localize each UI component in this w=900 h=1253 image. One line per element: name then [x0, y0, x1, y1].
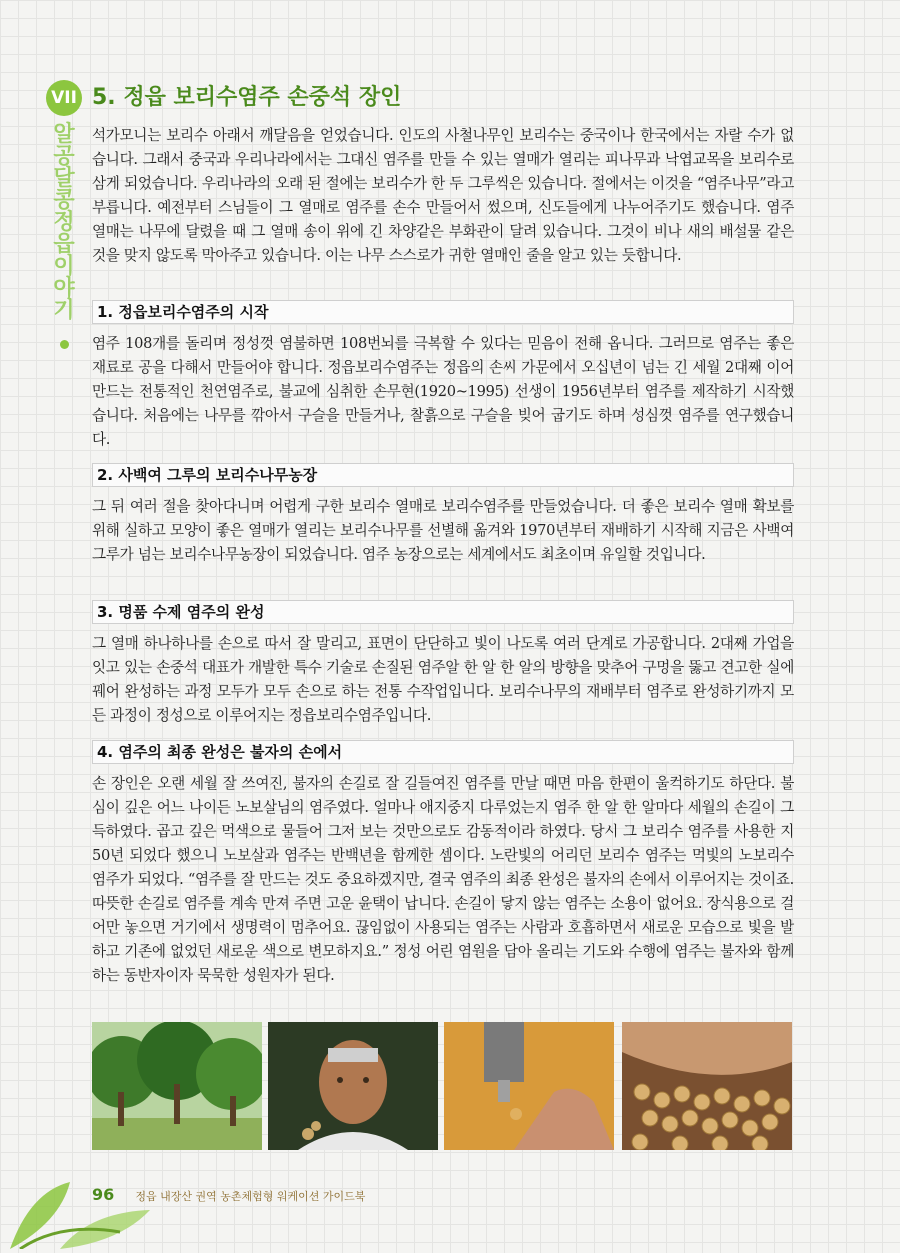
artisan-portrait-photo	[268, 1022, 438, 1150]
bodhi-beads-photo	[622, 1022, 792, 1150]
page-title: 5. 정읍 보리수염주 손중석 장인	[92, 85, 402, 110]
section-heading: 2. 사백여 그루의 보리수나무농장	[92, 463, 794, 487]
section-body: 손 장인은 오랜 세월 잘 쓰여진, 불자의 손길로 잘 길들여진 염주를 만날 때면 마음 한편이 울컥하기도 하단다. 불심이 깊은 어느 나이든 노보살님의 염주였다. 얼마나 애지중지 다루었는지 염주 한 알 한 알마다 세월의 손길이 그득하였다. 곱고 깊은 먹색으로 물들어 그저 보는 것만으로도 감동적이라 하였다. 당시 그 보리수 염주를 사용한 지 50년 되었다 했으니 노보살과 염주는 반백년을 함께한 셈이다. 노란빛의 어리던 보리수 염주는 먹빛의 노보리수 염주가 되었다. “염주를 잘 만드는 것도 중요하겠지만, 결국 염주의 최종 완성은 불자의 손에서 이루어지는 것이죠. 따뜻한 손길로 염주를 계속 만져 주면 고운 윤택이 납니다. 손길이 닿지 않는 염주는 소용이 없어요. 장식용으로 걸어만 놓으면 거기에서 생명력이 멈추어요. 끊임없이 사용되는 염주는 사람과 호흡하면서 새로운 모습으로 빛을 발하고 기존에 없었던 새로운 색으로 변모하지요.” 정성 어린 염원을 담아 올리는 기도와 수행에 염주는 불자와 함께하는 동반자이자 묵묵한 성원자가 된다.	[92, 775, 794, 984]
section-heading: 4. 염주의 최종 완성은 불자의 손에서	[92, 740, 794, 764]
side-label: 알공달콩 정읍 이야기	[53, 122, 75, 323]
intro-block	[92, 124, 794, 268]
page-footer	[92, 1185, 365, 1204]
section-body: 염주 108개를 돌리며 정성껏 염불하면 108번뇌를 극복할 수 있다는 믿음이 전해 옵니다. 그러므로 염주는 좋은 재료로 공을 다해서 만들어야 합니다. 정읍보리수염주는 정읍의 손씨 가문에서 오십년이 넘는 긴 세월 2대째 이어 만드는 전통적인 천연염주로, 불교에 심취한 손무현(1920~1995) 선생이 1956년부터 염주를 제작하기 시작했습니다. 처음에는 나무를 깎아서 구슬을 만들거나, 찰흙으로 구슬을 빚어 굽기도 하며 성심껏 염주를 연구했습니다.	[92, 335, 794, 448]
photo-strip	[92, 1022, 792, 1150]
section-3	[92, 600, 794, 728]
section-body: 그 뒤 여러 절을 찾아다니며 어렵게 구한 보리수 열매로 보리수염주를 만들었습니다. 더 좋은 보리수 열매 확보를 위해 실하고 모양이 좋은 열매가 열리는 보리수나무를 선별해 옮겨와 1970년부터 재배하기 시작해 지금은 사백여 그루가 넘는 보리수나무농장이 되었습니다. 염주 농장으로는 세계에서도 최초이며 유일할 것입니다.	[92, 498, 794, 563]
section-heading: 1. 정읍보리수염주의 시작	[92, 300, 794, 324]
section-2	[92, 463, 794, 567]
section-4	[92, 740, 794, 988]
book-title: 정읍 내장산 권역 농촌체험형 워케이션 가이드북	[135, 1190, 366, 1203]
section-1	[92, 300, 794, 452]
page-number: 96	[92, 1185, 115, 1204]
section-body: 그 열매 하나하나를 손으로 따서 잘 말리고, 표면이 단단하고 빛이 나도록 여러 단계로 가공합니다. 2대째 가업을 잇고 있는 손중석 대표가 개발한 특수 기술로 손질된 염주알 한 알 한 알의 방향을 맞추어 구멍을 뚫고 견고한 실에 꿰어 완성하는 과정 모두가 모두 손으로 하는 전통 수작업입니다. 보리수나무의 재배부터 염주로 완성하기까지 모든 과정이 정성으로 이루어지는 정읍보리수염주입니다.	[92, 635, 794, 724]
side-dot-decoration	[60, 340, 69, 349]
intro-paragraph: 석가모니는 보리수 아래서 깨달음을 얻었습니다. 인도의 사철나무인 보리수는 중국이나 한국에서는 자랄 수가 없습니다. 그래서 중국과 우리나라에서는 그대신 염주를 만들 수 있는 열매가 열리는 피나무과 낙엽교목을 보리수로 삼게 되었습니다. 우리나라의 오래 된 절에는 보리수가 한 두 그루씩은 있습니다. 절에서는 이것을 “염주나무”라고 부릅니다. 예전부터 스님들이 그 열매로 염주를 손수 만들어서 썼으며, 신도들에게 나누어주기도 했습니다. 염주 열매는 나무에 달렸을 때 그 열매 송이 위에 긴 차양같은 부화관이 달려 있습니다. 그것이 비나 새의 배설물 같은 것을 맞지 않도록 막아주고 있습니다. 이는 나무 스스로가 귀한 열매인 줄을 알고 있는 듯합니다.	[92, 127, 794, 264]
bead-drilling-photo	[444, 1022, 614, 1150]
chapter-badge: VII	[46, 80, 82, 116]
bodhi-tree-farm-photo	[92, 1022, 262, 1150]
section-heading: 3. 명품 수제 염주의 완성	[92, 600, 794, 624]
